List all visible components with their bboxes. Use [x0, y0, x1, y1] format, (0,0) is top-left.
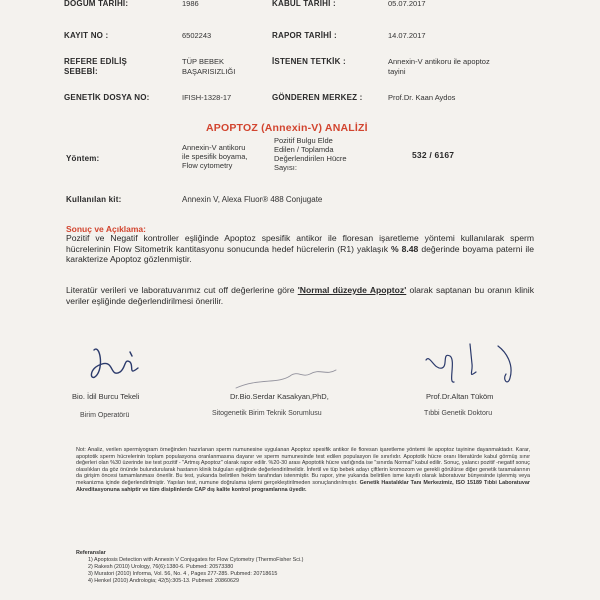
result-highlight: 'Normal düzeyde Apoptoz' [297, 285, 407, 295]
signature-3-name: Prof.Dr.Altan Tüköm [426, 392, 494, 401]
gonderen-label: GÖNDEREN MERKEZ : [272, 93, 363, 102]
signature-1-name: Bio. İdil Burcu Tekeli [72, 392, 140, 401]
signature-2-name: Dr.Bio.Serdar Kasakyan,PhD, [230, 392, 329, 401]
bulgu-value: 532 / 6167 [412, 150, 455, 160]
bulgu-line-1: Pozitif Bulgu Elde [274, 136, 333, 145]
yontem-label: Yöntem: [66, 154, 100, 163]
reference-item: 4) Henkel (2010) Andrologia; 42(5):305-13. Pubmed: 20860629 [88, 578, 240, 584]
result-paragraph-1 [66, 233, 534, 265]
kayit-no-value: 6502243 [182, 31, 212, 40]
signature-3-drawing [418, 334, 538, 394]
reference-item: 3) Muratori (2010) Informa, Vol. 56, No. 4 , Pages 277-285. Pubmed: 20718615 [88, 571, 278, 577]
kabul-tarihi-label: KABUL TARİHİ : [272, 0, 336, 8]
disclaimer-note [76, 447, 530, 493]
rapor-tarihi-value: 14.07.2017 [388, 31, 426, 40]
istenen-label: İSTENEN TETKİK : [272, 57, 346, 66]
analysis-title: APOPTOZ (Annexin-V) ANALİZİ [206, 122, 368, 134]
kabul-tarihi-value: 05.07.2017 [388, 0, 426, 8]
refere-label-2: SEBEBİ: [64, 67, 98, 76]
bulgu-line-3: Değerlendirilen Hücre [274, 154, 347, 163]
refere-label-1: REFERE EDİLİŞ [64, 57, 128, 66]
kit-label: Kullanılan kit: [66, 195, 122, 204]
bulgu-line-2: Edilen / Toplamda [274, 145, 334, 154]
kit-value: Annexin V, Alexa Fluor® 488 Conjugate [182, 195, 323, 204]
dogum-tarihi-label: DOĞUM TARİHİ: [64, 0, 129, 8]
result-para1-a: Pozitif ve Negatif kontroller eşliğinde Apoptoz spesifik antikor ile floresan işaretleme yöntemi kullanılarak sperm hücrelerinin Flow Sitometrik kantitasyonu sonucunda hedef hücrelerin (R1) yaklaşık [66, 233, 534, 254]
yontem-line-3: Flow cytometry [182, 161, 233, 170]
gonderen-value: Prof.Dr. Kaan Aydos [388, 93, 456, 102]
genetik-dosya-value: IFISH-1328-17 [182, 93, 232, 102]
note-bold-text: Genetik Hastalıklar Tanı Merkezimiz, ISO 15189 Tıbbi Laboratuvar Akreditasyonuna sahiptir ve tüm disiplinlerde CAP dış kalite kontrol programlarına üyedir. [76, 479, 530, 493]
kayit-no-label: KAYIT NO : [64, 31, 109, 40]
note-text: Not: Analiz, verilen spermiyogram örneğinden hazırlanan sperm numunesine uygulanan Apoptoz spesifik antikor ile floresan işaretleme yöntemi ile apoptoz tayinine dayanmaktadır. Karar, apoptotik sperm hücrelerinin toplam populasyona oranlanmasına dayanır ve sperm numunesinde test edilen populasyon ile sınırlıdır. Apoptotik hücre oranı literatürde kabul görmüş sınır değerleri olan %30 üzerinde ise test pozitif - "Artmış Apoptoz" olarak rapor edilir. %20-30 arası Apoptotik hücre varlığında ise "sınırda Normal" kabul edilir. Sonuç, yalancı pozitif -negatif sonuç olasılıkları da göz önünde bulundurularak hastanın klinik bulguları eşliğinde değerlendirilmelidir. İnfertil ve tüp bebek adayı çiftlerin kromozom ve gerekli görülürse diğer genetik taramalarının da girişim öncesi tamamlanması önerilir. Bu test, yukarıda belirtilen hekim tarafından istenmiştir. Bu rapor, yine yukarıda belirtilen isme kayıtlı olarak laboratuvar bünyesinde işlenmiş veya mekanizma içinde değerlendirilmiştir. Yapılan test, numune doğrulama işlemi gerçekleştirilmeden sonuçlandırılmıştır. [76, 447, 530, 486]
genetik-dosya-label: GENETİK DOSYA NO: [64, 93, 150, 102]
istenen-value-2: tayini [388, 67, 406, 76]
result-heading: Sonuç ve Açıklama: [66, 224, 146, 234]
refere-value-2: BAŞARISIZLIĞI [182, 67, 236, 76]
signature-3-role: Tıbbi Genetik Doktoru [424, 410, 493, 417]
result-para2-a: Literatür verileri ve laboratuvarımız cut off değerlerine göre [66, 285, 298, 295]
reference-item: 2) Rakesh (2010) Urology, 76(6):1380-6. Pubmed: 20573380 [88, 564, 234, 570]
yontem-line-2: ile spesifik boyama, [182, 152, 248, 161]
result-paragraph-2 [66, 285, 534, 306]
result-para2-b: olarak saptanan bu oranın klinik veriler eşliğinde değerlendirilmesi önerilir. [66, 285, 535, 306]
yontem-line-1: Annexin-V antikoru [182, 143, 246, 152]
signature-1-drawing [80, 338, 160, 386]
signature-1-role: Birim Operatörü [80, 412, 130, 419]
references-heading: Referanslar [76, 550, 106, 556]
refere-value-1: TÜP BEBEK [182, 57, 224, 66]
bulgu-line-4: Sayısı: [274, 163, 297, 172]
rapor-tarihi-label: RAPOR TARİHİ : [272, 31, 337, 40]
result-para1-b: değerinde boyama paterni ile karakterize Apoptoz gözlenmiştir. [66, 243, 534, 265]
reference-item: 1) Apoptosis Detection with Annexin V Conjugates for Flow Cytometry (ThermoFisher Sci.) [88, 557, 304, 563]
result-percentage: % 8.48 [390, 243, 419, 254]
dogum-tarihi-value: 1986 [182, 0, 199, 8]
signature-2-role: Sitogenetik Birim Teknik Sorumlusu [212, 410, 322, 417]
istenen-value-1: Annexin-V antikoru ile apoptoz [388, 57, 490, 66]
